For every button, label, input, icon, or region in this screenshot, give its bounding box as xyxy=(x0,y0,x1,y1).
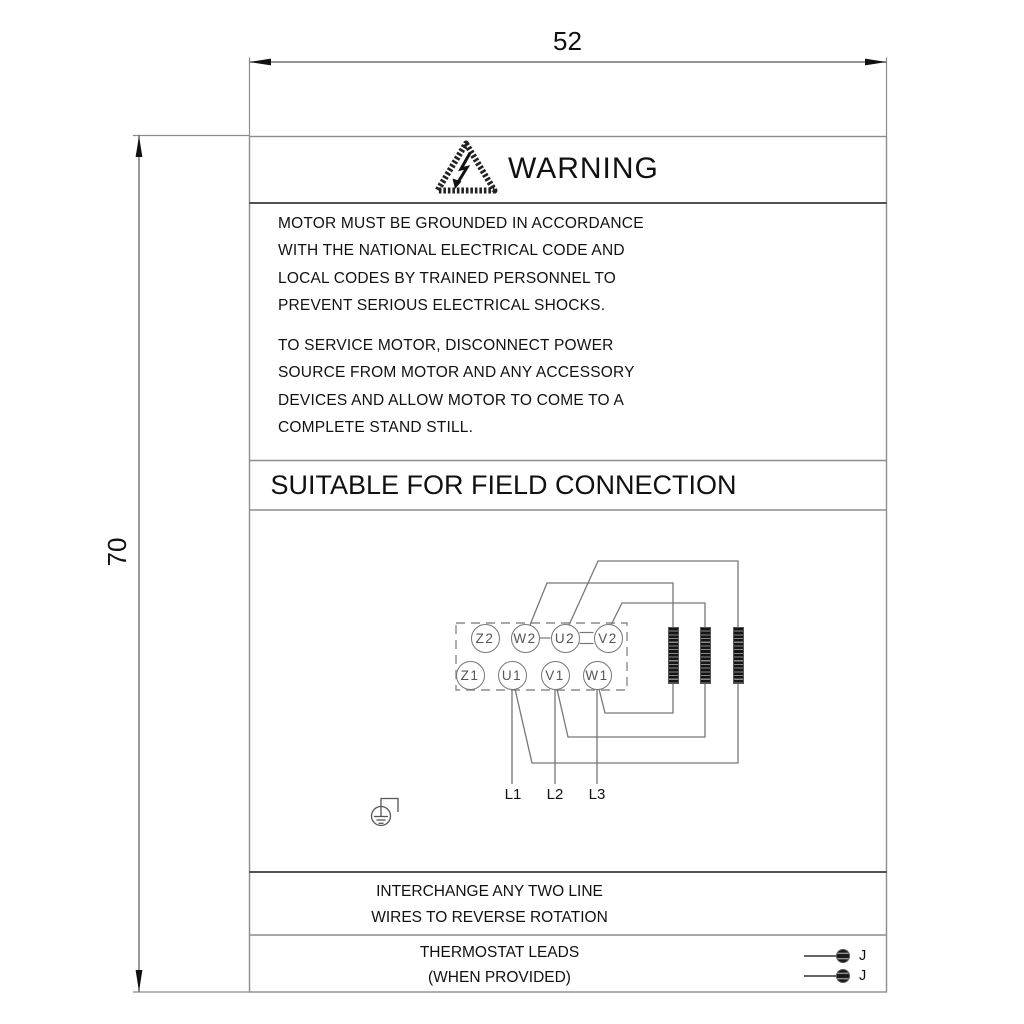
protective-earth-icon xyxy=(372,799,399,826)
terminal-v2: V2 xyxy=(594,624,623,653)
arrow-left-icon xyxy=(250,59,272,66)
winding-coil-2 xyxy=(700,627,711,684)
field-connection-heading: SUITABLE FOR FIELD CONNECTION xyxy=(270,470,737,500)
wire-coil2-v1 xyxy=(557,683,705,737)
safety-text-line: LOCAL CODES BY TRAINED PERSONNEL TO xyxy=(278,269,617,287)
wire-v2-coil2 xyxy=(611,603,705,628)
safety-text-line: SOURCE FROM MOTOR AND ANY ACCESSORY xyxy=(278,364,635,382)
thermostat-lead2-label: J xyxy=(859,968,867,984)
terminal-z2: Z2 xyxy=(471,624,500,653)
terminal-w2: W2 xyxy=(511,624,540,653)
safety-paragraph-1 xyxy=(278,210,644,319)
thermostat-note-line1: THERMOSTAT LEADS xyxy=(419,944,580,961)
safety-text-line: DEVICES AND ALLOW MOTOR TO COME TO A xyxy=(278,391,624,409)
terminal-z1: Z1 xyxy=(456,661,485,690)
terminal-u1: U1 xyxy=(498,661,527,690)
safety-text-line: TO SERVICE MOTOR, DISCONNECT POWER xyxy=(278,337,614,354)
dimension-width-label: 52 xyxy=(553,26,582,56)
warning-title: WARNING xyxy=(508,152,659,185)
rotation-note-line2: WIRES TO REVERSE ROTATION xyxy=(371,909,608,926)
arrow-up-icon xyxy=(136,136,143,157)
safety-paragraph-2 xyxy=(278,332,635,441)
arrow-right-icon xyxy=(865,59,887,66)
wire-coil1-w1 xyxy=(599,683,673,713)
line-label-l3: L3 xyxy=(588,786,606,803)
safety-text-line: WITH THE NATIONAL ELECTRICAL CODE AND xyxy=(278,242,625,260)
winding-coil-3 xyxy=(733,627,744,684)
line-label-l2: L2 xyxy=(546,786,564,803)
dimension-height-label: 70 xyxy=(102,537,132,567)
safety-text-line: PREVENT SERIOUS ELECTRICAL SHOCKS. xyxy=(278,296,606,314)
terminal-v1: V1 xyxy=(541,661,570,690)
safety-text-line: MOTOR MUST BE GROUNDED IN ACCORDANCE xyxy=(278,215,644,232)
winding-coil-1 xyxy=(668,627,679,684)
wire-w2-coil1 xyxy=(530,583,673,628)
thermostat-note-line2: (WHEN PROVIDED) xyxy=(428,969,571,986)
terminal-w1: W1 xyxy=(583,661,612,690)
wire-u2-coil3 xyxy=(569,561,738,628)
high-voltage-warning-icon xyxy=(438,144,495,191)
safety-text-line: COMPLETE STAND STILL. xyxy=(278,418,474,436)
line-label-l1: L1 xyxy=(504,786,522,803)
rotation-note-line1: INTERCHANGE ANY TWO LINE xyxy=(376,883,603,900)
terminal-u2: U2 xyxy=(551,624,580,653)
thermostat-lead1-label: J xyxy=(859,948,867,964)
arrow-down-icon xyxy=(136,970,143,992)
